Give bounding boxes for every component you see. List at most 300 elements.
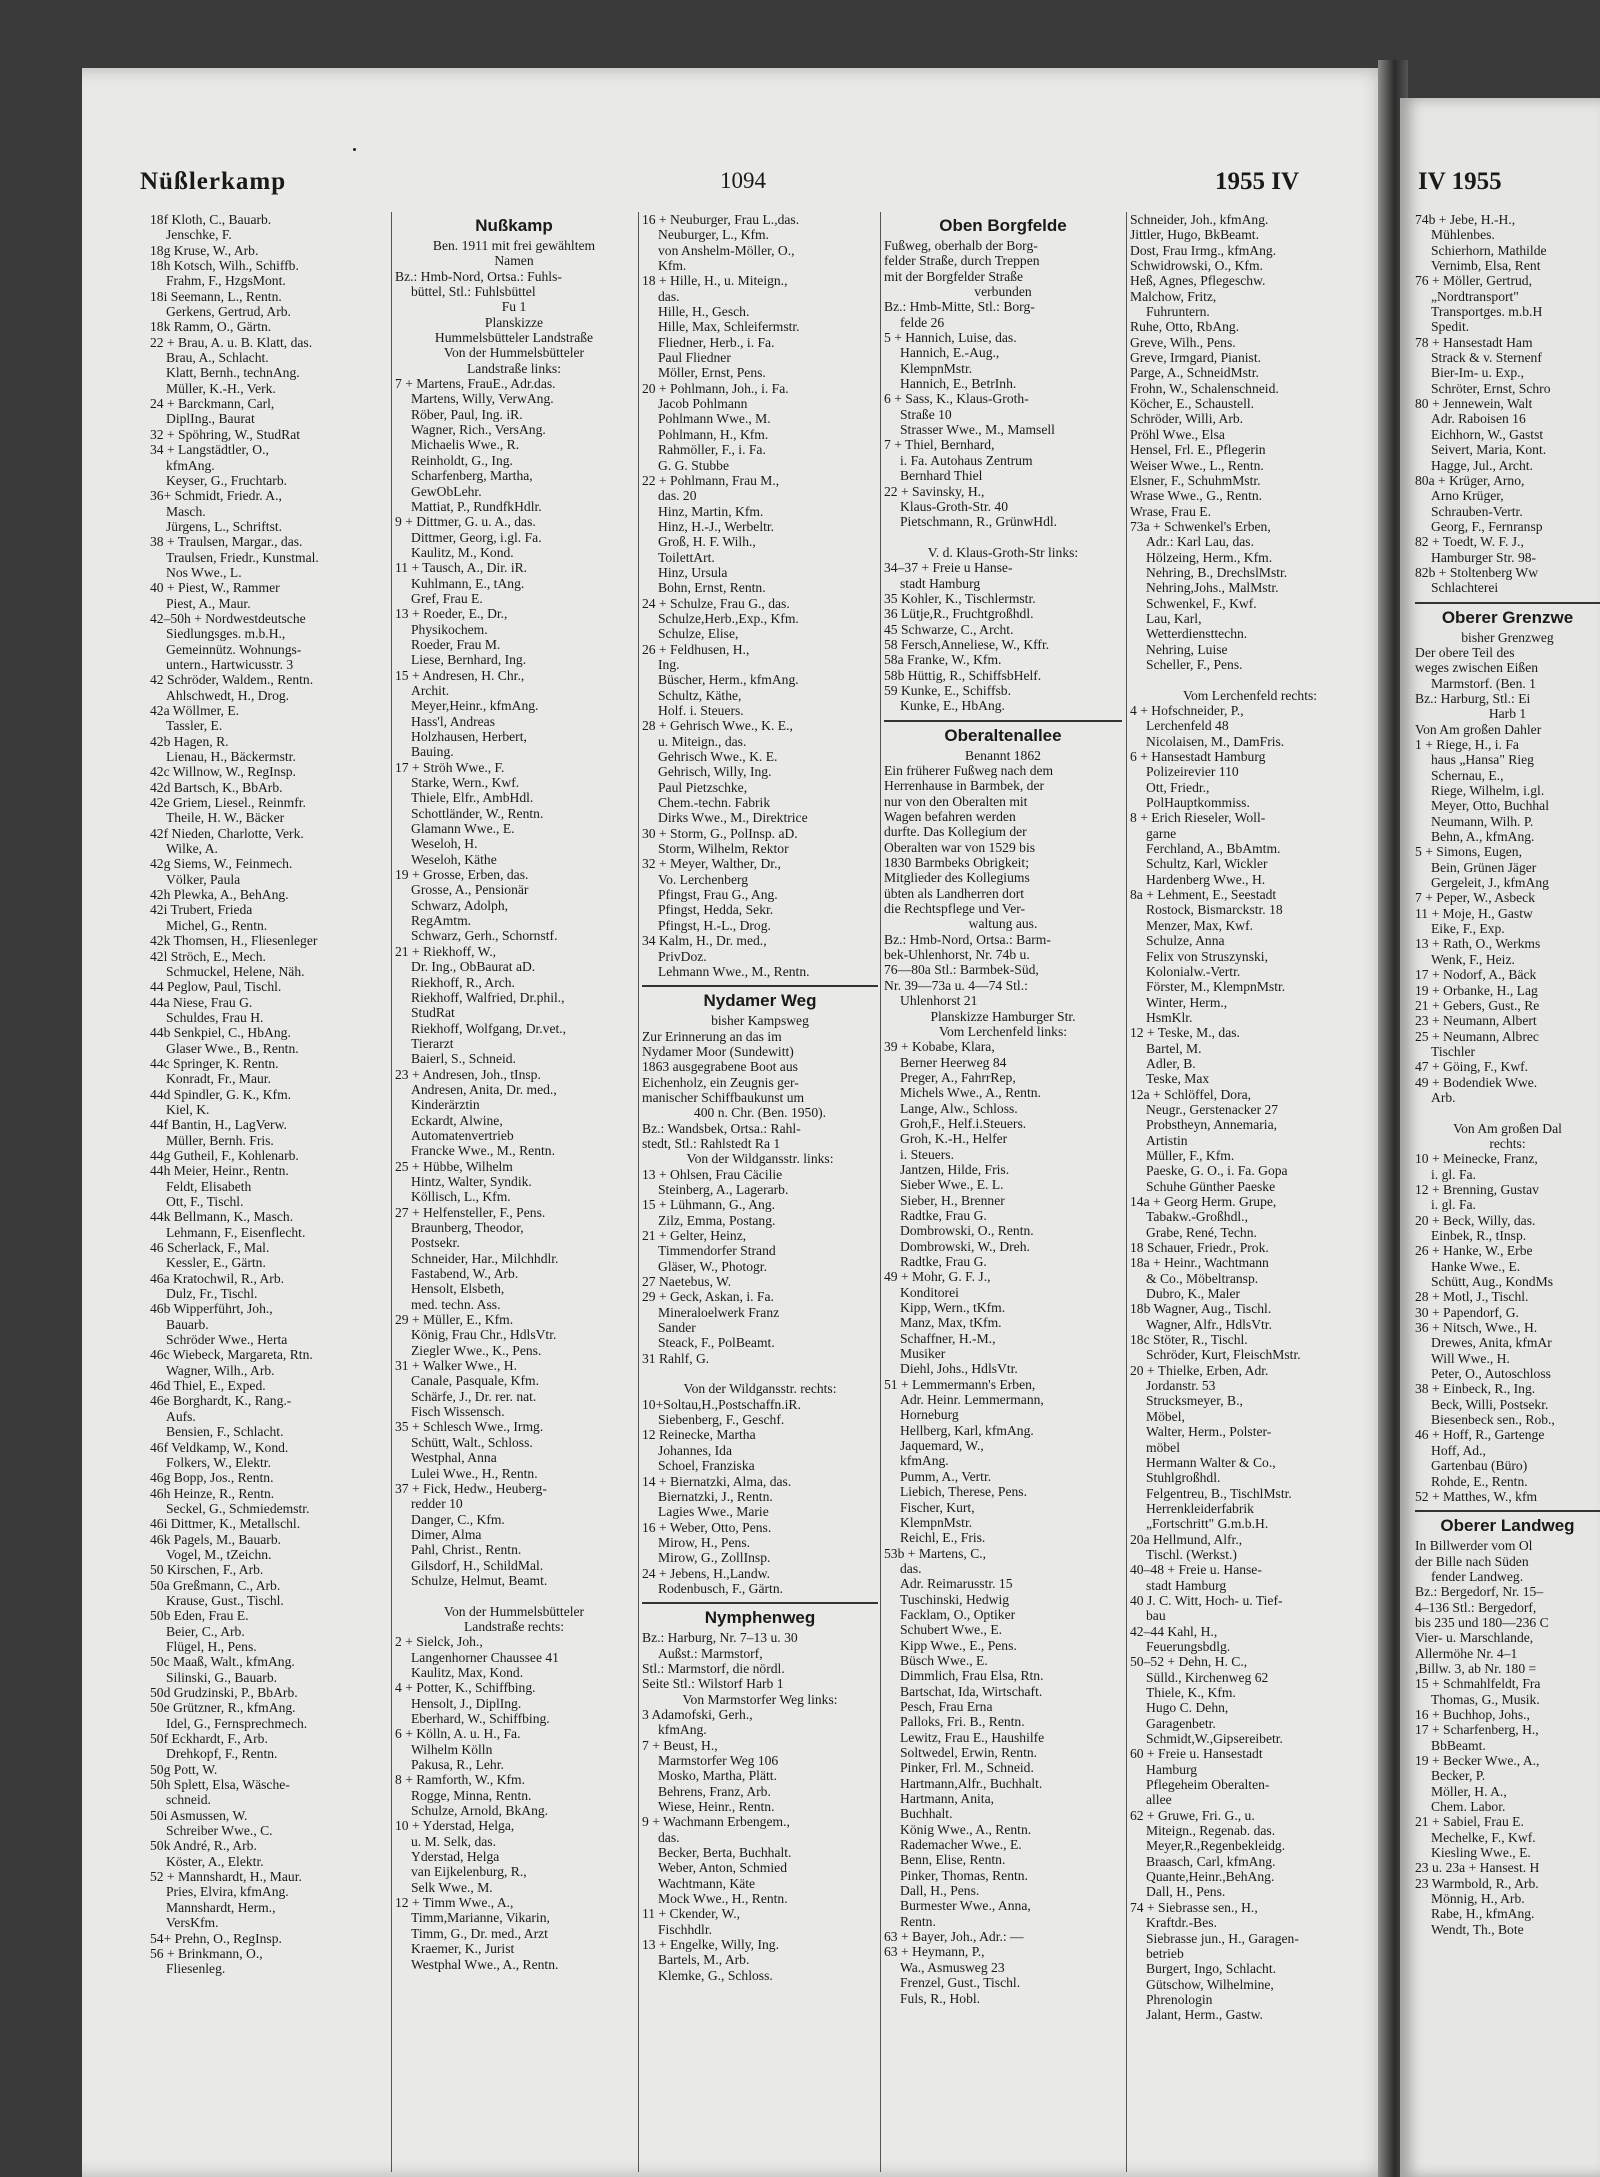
resident-entry: Hartmann,Alfr., Buchhalt.	[900, 1775, 1043, 1791]
resident-entry: Kipp Wwe., E., Pens.	[900, 1637, 1017, 1653]
resident-entry: Förster, M., KlempnMstr.	[1146, 979, 1286, 995]
address-entry: 25 + Hübbe, Wilhelm	[395, 1158, 513, 1174]
street-note: verbunden	[974, 284, 1032, 300]
resident-entry: Langenhorner Chaussee 41	[411, 1649, 559, 1665]
resident-entry: Musiker	[900, 1346, 946, 1362]
address-entry: 34 Kalm, H., Dr. med.,	[642, 933, 767, 949]
address-entry: Pröhl Wwe., Elsa	[1130, 426, 1225, 442]
address-entry: 52 + Mannshardt, H., Maur.	[150, 1869, 302, 1885]
resident-entry: Transportges. m.b.H	[1431, 304, 1543, 320]
resident-entry: Schoel, Franziska	[658, 1458, 755, 1474]
address-entry: 39 + Kobabe, Klara,	[884, 1039, 995, 1055]
resident-entry: Hagge, Jul., Archt.	[1431, 457, 1533, 473]
address-entry: 50e Grützner, R., kfmAng.	[150, 1700, 296, 1716]
resident-entry: Nicolaisen, M., DamFris.	[1146, 733, 1285, 749]
address-entry: Der obere Teil des	[1415, 644, 1515, 660]
resident-entry: Rodenbusch, F., Gärtn.	[658, 1580, 784, 1596]
resident-entry: Rentn.	[900, 1913, 936, 1929]
address-entry: Vier- u. Marschlande,	[1415, 1630, 1534, 1646]
resident-entry: Meyer, Otto, Buchhal	[1431, 798, 1549, 814]
resident-entry: Felgentreu, B., TischlMstr.	[1146, 1485, 1292, 1501]
resident-entry: Jenschke, F.	[166, 227, 232, 243]
resident-entry: Silinski, G., Bauarb.	[166, 1669, 278, 1685]
address-entry: 4–136 Stl.: Bergedorf,	[1415, 1599, 1537, 1615]
resident-entry: Lange, Alw., Schloss.	[900, 1100, 1018, 1116]
resident-entry: Georg, F., Fernransp	[1431, 518, 1543, 534]
street-note: bisher Kampsweg	[711, 1013, 809, 1029]
resident-entry: Konditorei	[900, 1284, 959, 1300]
resident-entry: Stuhlgroßhdl.	[1146, 1470, 1221, 1486]
resident-entry: StudRat	[411, 1005, 455, 1021]
resident-entry: u. Miteign., das.	[658, 733, 747, 749]
address-entry: 78 + Hansestadt Ham	[1415, 334, 1533, 350]
address-entry: 18f Kloth, C., Bauarb.	[150, 212, 272, 227]
resident-entry: Neugr., Gerstenacker 27	[1146, 1101, 1279, 1117]
resident-entry: Tischler	[1431, 1043, 1476, 1059]
resident-entry: Fischhdlr.	[658, 1921, 713, 1937]
address-entry: Von Am großen Dahler	[1415, 721, 1542, 737]
resident-entry: Adr.: Karl Lau, das.	[1146, 534, 1254, 550]
resident-entry: Dr. Ing., ObBaurat aD.	[411, 959, 536, 975]
directory-column-1	[150, 212, 388, 1977]
address-entry: 44k Bellmann, K., Masch.	[150, 1209, 294, 1225]
resident-entry: Schwenkel, F., Kwf.	[1146, 595, 1257, 611]
resident-entry: Müller, K.-H., Verk.	[166, 380, 276, 396]
address-entry: Fußweg, oberhalb der Borg-	[884, 238, 1038, 253]
resident-entry: Strack & v. Sternenf	[1431, 350, 1542, 366]
resident-entry: Nehring,Johs., MalMstr.	[1146, 580, 1279, 596]
resident-entry: Ahlschwedt, H., Drog.	[166, 687, 290, 703]
address-entry: 42e Griem, Liesel., Reinmfr.	[150, 795, 306, 811]
resident-entry: stadt Hamburg	[1146, 1577, 1227, 1593]
resident-entry: Lulei Wwe., H., Rentn.	[411, 1465, 538, 1481]
address-entry: 12 + Teske, M., das.	[1130, 1025, 1240, 1041]
resident-entry: Bartel, M.	[1146, 1040, 1202, 1056]
address-entry: 12 Reinecke, Martha	[642, 1427, 756, 1443]
address-entry: 76 + Möller, Gertrud,	[1415, 273, 1532, 289]
resident-entry: Roeder, Frau M.	[411, 636, 501, 652]
address-entry: 54+ Prehn, O., RegInsp.	[150, 1930, 282, 1946]
resident-entry: Scharfenberg, Martha,	[411, 468, 533, 484]
address-entry: Bz.: Wandsbek, Ortsa.: Rahl-	[642, 1120, 801, 1136]
address-entry: Dost, Frau Irmg., kfmAng.	[1130, 242, 1277, 258]
street-note: Von der Hummelsbütteler	[443, 1603, 585, 1619]
address-entry: 18g Kruse, W., Arb.	[150, 242, 259, 258]
resident-entry: Nehring, Luise	[1146, 641, 1228, 657]
address-entry: Malchow, Fritz,	[1130, 288, 1217, 304]
address-entry: 7 + Peper, W., Asbeck	[1415, 890, 1536, 906]
address-entry: 15 + Schmahlfeldt, Fra	[1415, 1676, 1541, 1692]
resident-entry: Konradt, Fr., Maur.	[166, 1071, 271, 1087]
address-entry: 9 + Wachmann Erbengem.,	[642, 1814, 790, 1830]
resident-entry: Thomas, G., Musik.	[1431, 1691, 1540, 1707]
resident-entry: Hermann Walter & Co.,	[1146, 1454, 1276, 1470]
address-entry: 24 + Jebens, H.,Landw.	[642, 1565, 770, 1581]
resident-entry: Krause, Gust., Tischl.	[166, 1592, 284, 1608]
street-note: rechts:	[1489, 1135, 1526, 1151]
address-entry: 58 Fersch,Anneliese, W., Kffr.	[884, 636, 1050, 652]
resident-entry: das. 20	[658, 488, 697, 504]
resident-entry: Pietschmann, R., GrünwHdl.	[900, 514, 1058, 530]
address-entry: Elsner, F., SchuhmMstr.	[1130, 472, 1261, 488]
resident-entry: Frahm, F., HzgsMont.	[166, 273, 286, 289]
address-entry: 80a + Krüger, Arno,	[1415, 472, 1525, 488]
resident-entry: Schröder Wwe., Herta	[166, 1332, 288, 1348]
resident-entry: Klaus-Groth-Str. 40	[900, 498, 1008, 514]
address-entry: 18 + Hille, H., u. Miteign.,	[642, 273, 788, 289]
resident-entry: betrieb	[1146, 1945, 1184, 1961]
resident-entry: KlempnMstr.	[900, 1514, 973, 1530]
resident-entry: Paul Pietzschke,	[658, 779, 748, 795]
address-entry: 50k André, R., Arb.	[150, 1838, 257, 1854]
resident-entry: Dombrowski, O., Rentn.	[900, 1223, 1034, 1239]
resident-entry: Michels Wwe., A., Rentn.	[900, 1085, 1041, 1101]
resident-entry: Hille, H., Gesch.	[658, 304, 750, 320]
resident-entry: Automatenvertrieb	[411, 1127, 514, 1143]
resident-entry: Schulze, Arnold, BkAng.	[411, 1803, 549, 1819]
resident-entry: Manz, Max, tKfm.	[900, 1315, 1002, 1331]
address-entry: 51 + Lemmermann's Erben,	[884, 1376, 1036, 1392]
resident-entry: PrivDoz.	[658, 948, 707, 964]
spacer	[1415, 1105, 1600, 1120]
resident-entry: Andresen, Anita, Dr. med.,	[411, 1081, 557, 1097]
address-entry: Nydamer Moor (Sundewitt)	[642, 1043, 794, 1059]
resident-entry: Wachtmann, Käte	[658, 1875, 756, 1891]
resident-entry: Glaser Wwe., B., Rentn.	[166, 1040, 299, 1056]
address-entry: 46h Heinze, R., Rentn.	[150, 1485, 275, 1501]
resident-entry: Menzer, Max, Kwf.	[1146, 917, 1254, 933]
resident-entry: Schaffner, H.-M.,	[900, 1330, 996, 1346]
resident-entry: Rogge, Minna, Rentn.	[411, 1787, 532, 1803]
resident-entry: Meyer,R.,Regenbekleidg.	[1146, 1838, 1286, 1854]
resident-entry: Pumm, A., Vertr.	[900, 1468, 992, 1484]
resident-entry: Quante,Heinr.,BehAng.	[1146, 1869, 1275, 1885]
address-entry: 50c Maaß, Walt., kfmAng.	[150, 1654, 295, 1670]
address-entry: 3 Adamofski, Gerh.,	[642, 1706, 753, 1722]
street-note: Landstraße rechts:	[463, 1618, 565, 1634]
address-entry: 1830 Barmbeks Obrigkeit;	[884, 855, 1029, 871]
resident-entry: König Wwe., A., Rentn.	[900, 1821, 1032, 1837]
address-entry: 8 + Erich Rieseler, Woll-	[1130, 810, 1266, 826]
right-page-running-head: IV 1955	[1418, 168, 1502, 195]
resident-entry: Schreiber Wwe., C.	[166, 1823, 273, 1839]
spacer	[884, 530, 1122, 545]
resident-entry: Schulze, Anna	[1146, 933, 1225, 949]
resident-entry: Hensolt, J., DiplIng.	[411, 1695, 522, 1711]
resident-entry: Westphal Wwe., A., Rentn.	[411, 1956, 559, 1972]
address-entry: 10 + Meinecke, Franz,	[1415, 1151, 1538, 1167]
resident-entry: schneid.	[166, 1792, 211, 1808]
spacer	[395, 1588, 633, 1603]
address-entry: 12 + Brenning, Gustav	[1415, 1181, 1539, 1197]
address-entry: 42 Schröder, Waldem., Rentn.	[150, 672, 314, 688]
resident-entry: Uhlenhorst 21	[900, 993, 978, 1009]
address-entry: 17 + Ströh Wwe., F.	[395, 759, 505, 775]
resident-entry: Nos Wwe., L.	[166, 564, 242, 580]
resident-entry: Tierarzt	[411, 1035, 454, 1051]
resident-entry: Weseloh, H.	[411, 836, 478, 852]
resident-entry: Winter, Herm.,	[1146, 994, 1228, 1010]
resident-entry: Kaulitz, Max, Kond.	[411, 1664, 524, 1680]
resident-entry: Eike, F., Exp.	[1431, 921, 1505, 937]
address-entry: 42c Willnow, W., RegInsp.	[150, 764, 296, 780]
address-entry: 46g Bopp, Jos., Rentn.	[150, 1470, 274, 1486]
resident-entry: i. Fa. Autohaus Zentrum	[900, 452, 1033, 468]
resident-entry: Röber, Paul, Ing. iR.	[411, 406, 523, 422]
resident-entry: Timm, G., Dr. med., Arzt	[411, 1925, 548, 1941]
resident-entry: Arno Krüger,	[1431, 488, 1504, 504]
resident-entry: Holf. i. Steuers.	[658, 703, 744, 718]
resident-entry: Martens, Willy, VerwAng.	[411, 391, 554, 407]
address-entry: 6 + Sass, K., Klaus-Groth-	[884, 391, 1029, 407]
address-entry: 36+ Schmidt, Friedr. A.,	[150, 488, 282, 504]
resident-entry: Hintz, Walter, Syndik.	[411, 1173, 532, 1189]
resident-entry: Gilsdorf, H., SchildMal.	[411, 1557, 544, 1573]
resident-entry: Reinholdt, G., Ing.	[411, 452, 513, 468]
address-entry: 63 + Heymann, P.,	[884, 1944, 985, 1960]
resident-entry: Wagner, Wilh., Arb.	[166, 1362, 275, 1378]
resident-entry: untern., Hartwicusstr. 3	[166, 656, 294, 672]
resident-entry: Bein, Grünen Jäger	[1431, 859, 1537, 875]
resident-entry: Mannshardt, Herm.,	[166, 1899, 276, 1915]
address-entry: 18c Stöter, R., Tischl.	[1130, 1332, 1248, 1348]
resident-entry: Folkers, W., Elektr.	[166, 1454, 271, 1470]
resident-entry: „Fortschritt" G.m.b.H.	[1146, 1516, 1269, 1532]
resident-entry: Adr. Heinr. Lemmermann,	[900, 1392, 1044, 1408]
column-rule	[391, 212, 392, 2172]
resident-entry: Thiele, Elfr., AmbHdl.	[411, 790, 534, 806]
street-note: bisher Grenzweg	[1461, 629, 1554, 645]
address-entry: 12 + Timm Wwe., A.,	[395, 1895, 514, 1911]
resident-entry: Pesch, Frau Erna	[900, 1698, 993, 1714]
resident-entry: Klemke, G., Schloss.	[658, 1967, 773, 1983]
resident-entry: Pfingst, H.-L., Drog.	[658, 917, 771, 933]
street-heading: Nydamer Weg	[642, 985, 878, 1013]
resident-entry: Danger, C., Kfm.	[411, 1511, 505, 1527]
resident-entry: Yderstad, Helga	[411, 1849, 500, 1865]
address-entry: 46k Pagels, M., Bauarb.	[150, 1531, 282, 1547]
resident-entry: Kolonialw.-Vertr.	[1146, 963, 1241, 979]
resident-entry: Feldt, Elisabeth	[166, 1178, 252, 1194]
resident-entry: Wagner, Rich., VersAng.	[411, 422, 546, 438]
resident-entry: bau	[1146, 1608, 1166, 1624]
resident-entry: Baierl, S., Schneid.	[411, 1051, 516, 1067]
directory-column-5	[1130, 212, 1370, 2023]
address-entry: 14a + Georg Herm. Grupe,	[1130, 1194, 1277, 1209]
resident-entry: Mosko, Martha, Plätt.	[658, 1768, 777, 1784]
resident-entry: Physikochem.	[411, 621, 488, 637]
address-entry: die Rechtspflege und Ver-	[884, 901, 1026, 917]
address-entry: 42d Bartsch, K., BbArb.	[150, 779, 283, 795]
resident-entry: Sieber, H., Brenner	[900, 1192, 1005, 1208]
resident-entry: Bensien, F., Schlacht.	[166, 1424, 284, 1440]
address-entry: 50–52 + Dehn, H. C.,	[1130, 1654, 1248, 1670]
address-entry: 13 + Rath, O., Werkms	[1415, 936, 1541, 952]
resident-entry: Hinz, H.-J., Werbeltr.	[658, 518, 775, 534]
resident-entry: Miteign., Regenab. das.	[1146, 1823, 1276, 1839]
resident-entry: das.	[658, 288, 680, 304]
address-entry: 59 Kunke, E., Schiffsb.	[884, 682, 1011, 698]
resident-entry: Kunke, E., HbAng.	[900, 698, 1005, 714]
address-entry: 6 + Hansestadt Hamburg	[1130, 749, 1266, 765]
resident-entry: Gref, Frau E.	[411, 590, 483, 606]
resident-entry: Bauing.	[411, 744, 454, 760]
address-entry: 44c Springer, K. Rentn.	[150, 1055, 279, 1071]
address-entry: Oberalten war von 1529 bis	[884, 839, 1036, 855]
resident-entry: Hannich, E., BetrInh.	[900, 376, 1017, 392]
resident-entry: Westphal, Anna	[411, 1450, 497, 1466]
address-entry: 50i Asmussen, W.	[150, 1807, 248, 1823]
street-heading: Oberer Grenzwe	[1415, 602, 1600, 630]
address-entry: 50g Pott, W.	[150, 1761, 218, 1777]
address-entry: 31 + Walker Wwe., H.	[395, 1358, 517, 1374]
resident-entry: Rademacher Wwe., E.	[900, 1837, 1022, 1853]
resident-entry: kfmAng.	[166, 457, 215, 473]
resident-entry: Chem.-techn. Fabrik	[658, 795, 771, 811]
resident-entry: Dimmlich, Frau Elsa, Rtn.	[900, 1668, 1044, 1684]
address-entry: 34–37 + Freie u Hanse-	[884, 560, 1013, 576]
address-entry: 73a + Schwenkel's Erben,	[1130, 518, 1271, 534]
resident-entry: Adler, B.	[1146, 1055, 1196, 1071]
resident-entry: Vernimb, Elsa, Rent	[1431, 258, 1541, 274]
address-entry: 42a Wöllmer, E.	[150, 703, 240, 718]
address-entry: Wrase, Frau E.	[1130, 503, 1211, 519]
address-entry: 21 + Gelter, Heinz,	[642, 1228, 747, 1243]
resident-entry: Pohlmann Wwe., M.	[658, 411, 771, 427]
resident-entry: GewObLehr.	[411, 483, 482, 499]
resident-entry: Traulsen, Friedr., Kunstmal.	[166, 549, 319, 565]
address-entry: Wrase Wwe., G., Rentn.	[1130, 488, 1263, 504]
resident-entry: Liebich, Therese, Pens.	[900, 1484, 1027, 1500]
address-entry: 40 + Piest, W., Rammer	[150, 580, 280, 596]
resident-entry: Jacob Pohlmann	[658, 396, 748, 412]
resident-entry: Mönnig, H., Arb.	[1431, 1891, 1525, 1907]
street-note: Vom Lerchenfeld links:	[938, 1023, 1068, 1039]
address-entry: 20 + Pohlmann, Joh., i. Fa.	[642, 380, 789, 396]
street-heading: Oben Borgfelde	[939, 216, 1067, 235]
address-entry: 42l Ströch, E., Mech.	[150, 948, 266, 964]
resident-entry: VersKfm.	[166, 1915, 219, 1931]
address-entry: ,Billw. 3, ab Nr. 180 =	[1415, 1660, 1537, 1676]
resident-entry: Dall, H., Pens.	[900, 1883, 980, 1899]
resident-entry: Büsch Wwe., E.	[900, 1652, 988, 1668]
address-entry: 22 + Brau, A. u. B. Klatt, das.	[150, 334, 313, 350]
address-entry: 74 + Siebrasse sen., H.,	[1130, 1899, 1258, 1915]
resident-entry: Peter, O., Autoschloss	[1431, 1366, 1551, 1382]
address-entry: manischer Schiffbaukunst um	[642, 1089, 805, 1105]
resident-entry: das.	[900, 1560, 922, 1576]
resident-entry: Becker, Berta, Buchhalt.	[658, 1845, 792, 1861]
resident-entry: Schlachterei	[1431, 580, 1499, 596]
resident-entry: med. techn. Ass.	[411, 1296, 501, 1312]
resident-entry: Behn, A., kfmAng.	[1431, 829, 1535, 845]
resident-entry: Vogel, M., tZeichn.	[166, 1546, 272, 1562]
resident-entry: haus „Hansa" Rieg	[1431, 752, 1534, 768]
resident-entry: Liese, Bernhard, Ing.	[411, 652, 527, 668]
address-entry: In Billwerder vom Ol	[1415, 1538, 1533, 1554]
resident-entry: Klatt, Bernh., technAng.	[166, 365, 300, 381]
resident-entry: Beier, C., Arb.	[166, 1623, 245, 1639]
street-heading: Oberer Landweg	[1415, 1510, 1600, 1538]
resident-entry: Gehrisch, Willy, Ing.	[658, 764, 772, 780]
resident-entry: Idel, G., Fernsprechmech.	[166, 1715, 308, 1731]
address-entry: durfte. Das Kollegium der	[884, 824, 1027, 840]
address-entry: 19 + Grosse, Erben, das.	[395, 867, 529, 883]
address-entry: 34 + Langstädtler, O.,	[150, 442, 269, 458]
resident-entry: Pahl, Christ., Rentn.	[411, 1542, 522, 1558]
street-note: waltung aus.	[968, 916, 1038, 932]
address-entry: 18i Seemann, L., Rentn.	[150, 288, 282, 304]
resident-entry: Schütt, Aug., KondMs	[1431, 1274, 1553, 1290]
address-entry: weges zwischen Eißen	[1415, 660, 1539, 676]
resident-entry: Schottländer, W., Rentn.	[411, 805, 544, 821]
address-entry: 46d Thiel, E., Exped.	[150, 1378, 266, 1394]
address-entry: Bz.: Hmb-Mitte, Stl.: Borg-	[884, 299, 1035, 315]
resident-entry: Dubro, K., Maler	[1146, 1286, 1241, 1302]
address-entry: 46b Wipperführt, Joh.,	[150, 1301, 273, 1317]
resident-entry: Drehkopf, F., Rentn.	[166, 1746, 278, 1762]
resident-entry: Polizeirevier 110	[1146, 764, 1239, 780]
resident-entry: Wilhelm Kölln	[411, 1741, 493, 1757]
resident-entry: stadt Hamburg	[900, 575, 981, 591]
running-head-street: Nüßlerkamp	[140, 168, 287, 195]
resident-entry: Sander	[658, 1320, 696, 1336]
resident-entry: Bernhard Thiel	[900, 468, 983, 484]
resident-entry: Schmidt,W.,Gipsereibetr.	[1146, 1731, 1283, 1747]
address-entry: 15 + Andresen, H. Chr.,	[395, 667, 525, 683]
resident-entry: Hartmann, Anita,	[900, 1791, 995, 1807]
address-entry: 18 Schauer, Friedr., Prok.	[1130, 1240, 1269, 1256]
address-entry: 18b Wagner, Aug., Tischl.	[1130, 1301, 1272, 1317]
address-entry: Bz.: Harburg, Stl.: Ei	[1415, 690, 1531, 706]
street-heading: Oberaltenallee	[884, 720, 1122, 748]
address-entry: 44b Senkpiel, C., HbAng.	[150, 1025, 291, 1041]
address-entry: 4 + Potter, K., Schiffbing.	[395, 1680, 536, 1696]
resident-entry: Mechelke, F., Kwf.	[1431, 1829, 1536, 1845]
address-entry: 35 + Schlesch Wwe., Irmg.	[395, 1419, 544, 1435]
street-heading: Nußkamp	[475, 216, 553, 235]
street-heading: Nymphenweg	[642, 1602, 878, 1630]
resident-entry: Hinz, Ursula	[658, 564, 728, 580]
resident-entry: Jordanstr. 53	[1146, 1378, 1216, 1394]
resident-entry: Kraftdr.-Bes.	[1146, 1915, 1217, 1931]
address-entry: 32 + Meyer, Walther, Dr.,	[642, 856, 781, 872]
address-entry: Allermöhe Nr. 4–1	[1415, 1645, 1518, 1661]
resident-entry: Schulze,Herb.,Exp., Kfm.	[658, 610, 799, 626]
address-entry: Greve, Wilh., Pens.	[1130, 334, 1236, 350]
resident-entry: Phrenologin	[1146, 1991, 1213, 2007]
resident-entry: Gerkens, Gertrud, Arb.	[166, 304, 291, 320]
address-entry: 29 + Müller, E., Kfm.	[395, 1312, 514, 1328]
address-entry: 35 Kohler, K., Tischlermstr.	[884, 590, 1036, 606]
resident-entry: Selk Wwe., M.	[411, 1879, 493, 1895]
resident-entry: Grosse, A., Pensionär	[411, 882, 529, 898]
resident-entry: Riekhoff, Wolfgang, Dr.vet.,	[411, 1020, 567, 1036]
resident-entry: Fastabend, W., Arb.	[411, 1266, 519, 1282]
resident-entry: Canale, Pasquale, Kfm.	[411, 1373, 539, 1389]
resident-entry: Hass'l, Andreas	[411, 713, 495, 729]
address-entry: 10 + Yderstad, Helga,	[395, 1818, 515, 1834]
resident-entry: Wenk, F., Heiz.	[1431, 951, 1515, 967]
resident-entry: Kiel, K.	[166, 1101, 210, 1117]
address-entry: 19 + Orbanke, H., Lag	[1415, 982, 1538, 998]
resident-entry: Spedit.	[1431, 319, 1470, 335]
address-entry: 37 + Fick, Hedw., Heuberg-	[395, 1480, 547, 1496]
resident-entry: König, Frau Chr., HdlsVtr.	[411, 1327, 557, 1343]
address-entry: 32 + Spöhring, W., StudRat	[150, 426, 301, 442]
resident-entry: Glamann Wwe., E.	[411, 821, 515, 837]
street-note: Planskizze Hamburger Str.	[930, 1008, 1076, 1024]
